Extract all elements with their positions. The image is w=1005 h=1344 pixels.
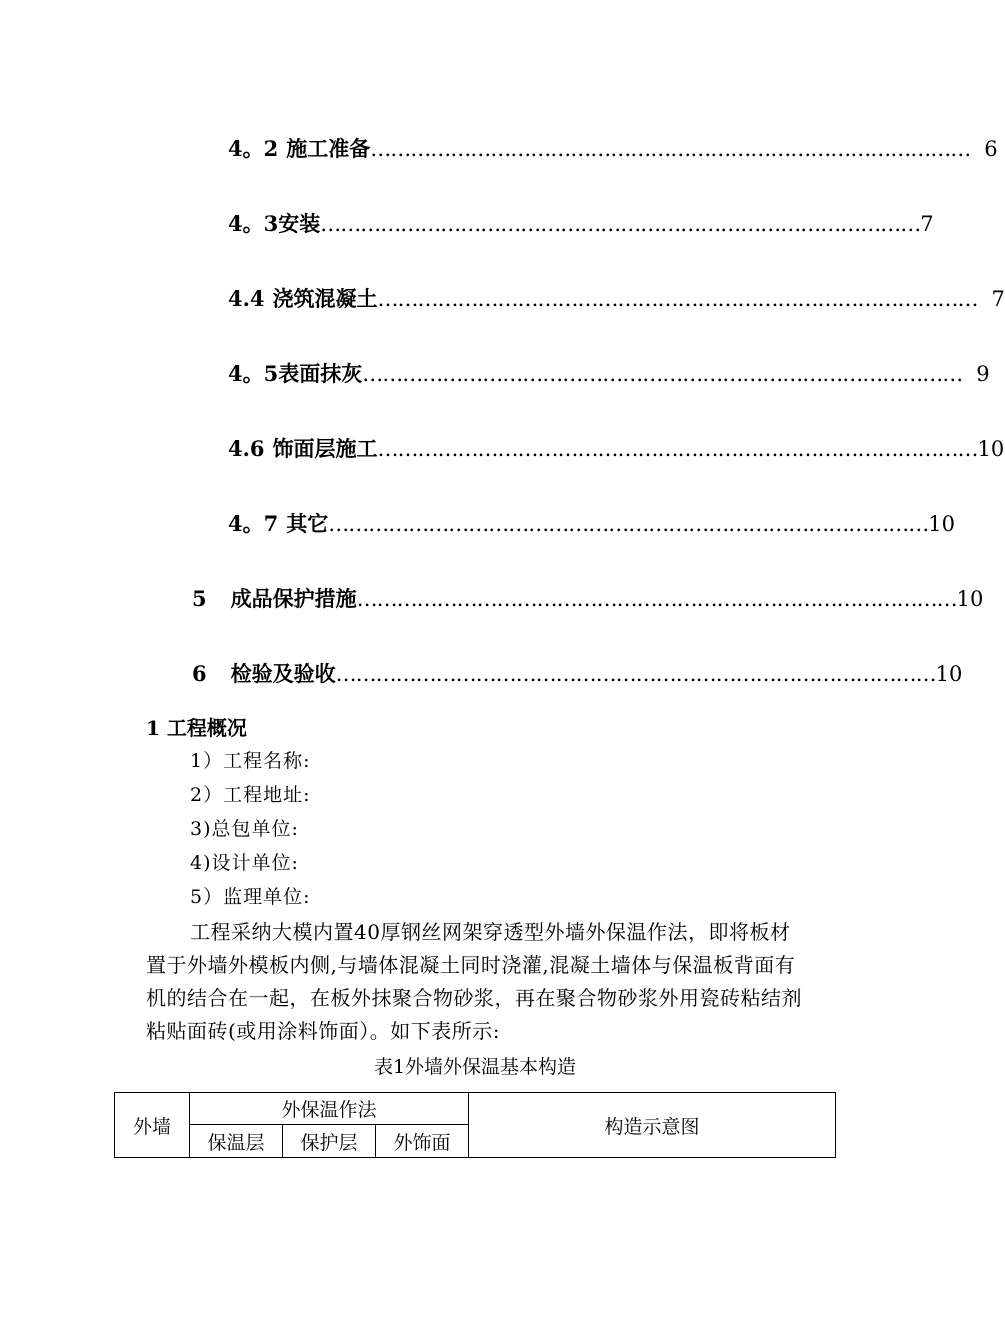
toc-title: 饰面层施工 xyxy=(272,436,378,461)
toc-leader: ……………………………………………………………………………… xyxy=(356,587,957,611)
list-item: 4)设计单位: xyxy=(190,852,299,874)
toc-entry[interactable] xyxy=(192,659,963,689)
toc-leader: ……………………………………………………………………………… xyxy=(320,212,921,236)
toc-entry[interactable] xyxy=(228,209,934,239)
toc-page: 7 xyxy=(991,287,1005,311)
toc-number: 4.6 xyxy=(228,436,265,461)
toc-leader: ……………………………………………………………………………… xyxy=(370,137,971,161)
toc-page: 10 xyxy=(935,662,963,686)
header-insulation-layer: 保温层 xyxy=(190,1125,283,1158)
toc-number: 4.4 xyxy=(228,286,265,311)
toc-page: 9 xyxy=(976,362,990,386)
section-heading: 1 工程概况 xyxy=(146,716,247,740)
toc-title: 施工准备 xyxy=(286,136,371,161)
toc-number: 5 xyxy=(192,586,207,611)
toc-number: 4。7 xyxy=(228,511,279,536)
toc-leader: ……………………………………………………………………………… xyxy=(362,362,963,386)
toc-entry[interactable] xyxy=(192,584,984,614)
toc-entry[interactable] xyxy=(228,434,1005,464)
toc-page: 10 xyxy=(956,587,984,611)
list-item: 1）工程名称: xyxy=(190,750,311,772)
toc-title: 检验及验收 xyxy=(230,661,336,686)
toc-entry[interactable] xyxy=(228,134,998,164)
toc-entry[interactable] xyxy=(228,284,1005,314)
list-item: 3)总包单位: xyxy=(190,818,299,840)
toc-title: 表面抹灰 xyxy=(278,361,363,386)
toc-number: 6 xyxy=(192,661,207,686)
table-caption: 表1外墙外保温基本构造 xyxy=(373,1056,577,1078)
toc-title: 安装 xyxy=(278,211,321,236)
list-item: 2）工程地址: xyxy=(190,784,311,806)
toc-leader: ……………………………………………………………………………… xyxy=(377,287,978,311)
toc-number: 4。5 xyxy=(228,361,279,386)
header-insulation-method: 外保温作法 xyxy=(190,1093,469,1125)
toc-title: 成品保护措施 xyxy=(230,586,357,611)
header-diagram: 构造示意图 xyxy=(469,1093,836,1158)
toc-leader: ……………………………………………………………………………… xyxy=(335,662,936,686)
toc-title: 其它 xyxy=(286,511,329,536)
toc-page: 6 xyxy=(984,137,998,161)
paragraph-text: 工程采纳大模内置40厚钢丝网架穿透型外墙外保温作法，即将板材置于外墙外模板内侧,与墙体混凝土同时浇灌,混凝土墙体与保温板背面有机的结合在一起，在板外抹聚合物砂浆，再在聚合物砂浆外用瓷砖粘结剂粘贴面砖(或用涂料饰面）。如下表所示: xyxy=(146,920,802,1043)
header-finish-layer: 外饰面 xyxy=(376,1125,469,1158)
toc-title: 浇筑混凝土 xyxy=(272,286,378,311)
toc-entry[interactable] xyxy=(228,509,955,539)
list-item: 5）监理单位: xyxy=(190,886,311,908)
toc-page: 10 xyxy=(928,512,955,536)
header-wall: 外墙 xyxy=(115,1093,190,1158)
toc-number: 4。2 xyxy=(228,136,279,161)
construction-table xyxy=(114,1092,836,1158)
toc-number: 4。3 xyxy=(228,211,279,236)
toc-entry[interactable] xyxy=(228,359,990,389)
toc-leader: ……………………………………………………………………………… xyxy=(377,437,978,461)
toc-leader: ……………………………………………………………………………… xyxy=(328,512,929,536)
toc-page: 10 xyxy=(977,437,1005,461)
toc-page: 7 xyxy=(920,212,934,236)
header-protection-layer: 保护层 xyxy=(283,1125,376,1158)
body-paragraph xyxy=(146,916,806,1048)
